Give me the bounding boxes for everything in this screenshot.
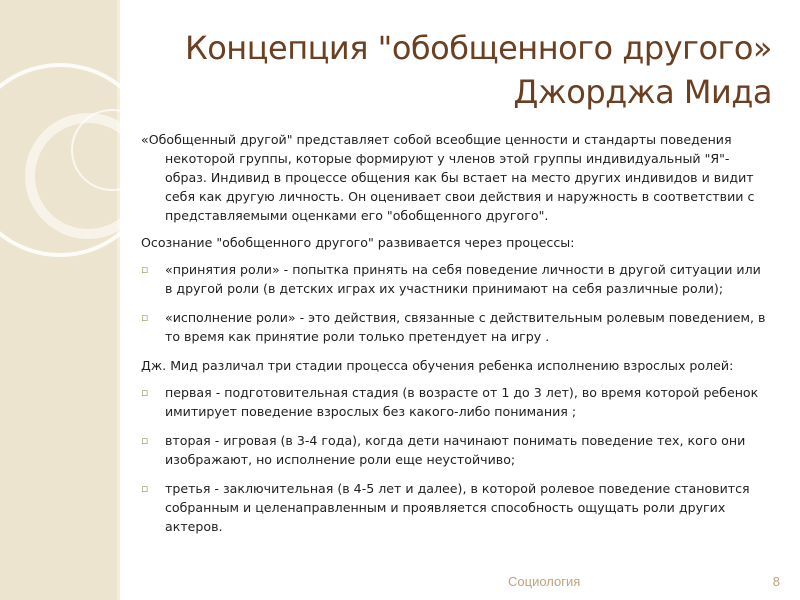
slide-title: Концепция "обобщенного другого» Джорджа Мида — [185, 29, 772, 111]
stage-item — [141, 431, 771, 469]
bullet-icon: ▫ — [141, 263, 149, 276]
page-number: 8 — [772, 574, 780, 589]
bullet-icon: ▫ — [141, 386, 149, 399]
bullet-icon: ▫ — [141, 434, 149, 447]
stage-item — [141, 383, 771, 421]
deco-circle-large — [0, 65, 155, 255]
process-item — [141, 308, 771, 346]
footer-subject: Социология — [508, 574, 581, 589]
slide-body — [141, 130, 771, 546]
process-item — [141, 260, 771, 298]
stage-text: вторая - игровая (в 3-4 года), когда дети начинают понимать поведение тех, кого они изображают, но исполнение роли еще неустойчиво; — [165, 433, 746, 467]
stage-text: первая - подготовительная стадия (в возрасте от 1 до 3 лет), во время которой ребенок имитирует поведение взрослых без какого-либо понимания ; — [165, 385, 759, 419]
bullet-icon: ▫ — [141, 311, 149, 324]
stage-item — [141, 479, 771, 536]
deco-circle-small — [30, 118, 146, 234]
intro-paragraph: «Обобщенный другой" представляет собой всеобщие ценности и стандарты поведения некоторой группы, которые формируют у членов этой группы индивидуальный "Я"-образ. Индивид в процессе общения как бы встает на место других индивидов и видит себя как другую личность. Он оценивает свои действия и наружность в соответствии с представляемыми оценками его "обобщенного другого". — [141, 132, 755, 223]
bullet-icon: ▫ — [141, 482, 149, 495]
stages-intro-paragraph: Дж. Мид различал три стадии процесса обучения ребенка исполнению взрослых ролей: — [141, 358, 734, 373]
stage-text: третья - заключительная (в 4-5 лет и далее), в которой ролевое поведение становится собранным и целенаправленным и проявляется способность ощущать роли других актеров. — [165, 481, 750, 534]
process-text: «исполнение роли» - это действия, связанные с действительным ролевым поведением, в то время как принятие роли только претендует на игру . — [165, 310, 766, 344]
awareness-paragraph: Осознание "обобщенного другого" развивается через процессы: — [141, 235, 575, 250]
process-text: «принятия роли» - попытка принять на себя поведение личности в другой ситуации или в другой роли (в детских играх их участники принимают на себя различные роли); — [165, 262, 761, 296]
